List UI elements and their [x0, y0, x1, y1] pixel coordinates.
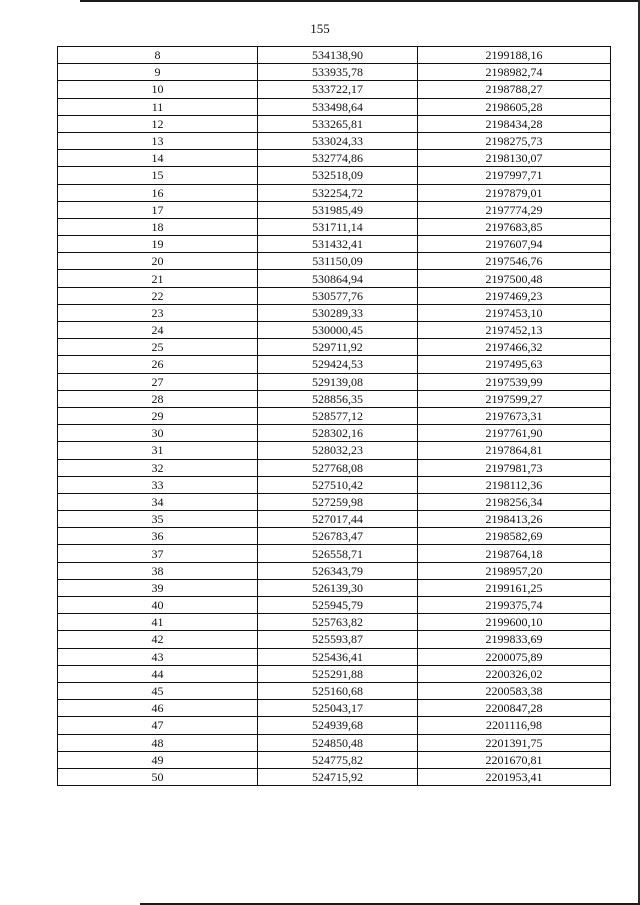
table-row [58, 459, 611, 476]
x-coordinate-cell: 532774,86 [258, 150, 418, 167]
y-coordinate-cell: 2197997,71 [418, 167, 611, 184]
y-coordinate-cell: 2200583,38 [418, 682, 611, 699]
table-row [58, 751, 611, 768]
point-number-cell: 42 [58, 631, 258, 648]
x-coordinate-cell: 525593,87 [258, 631, 418, 648]
x-coordinate-cell: 533265,81 [258, 115, 418, 132]
point-number-cell: 26 [58, 356, 258, 373]
point-number-cell: 15 [58, 167, 258, 184]
point-number-cell: 41 [58, 614, 258, 631]
table-row [58, 184, 611, 201]
x-coordinate-cell: 528302,16 [258, 425, 418, 442]
point-number-cell: 48 [58, 734, 258, 751]
table-row [58, 425, 611, 442]
point-number-cell: 25 [58, 339, 258, 356]
x-coordinate-cell: 525043,17 [258, 700, 418, 717]
x-coordinate-cell: 524775,82 [258, 751, 418, 768]
table-row [58, 167, 611, 184]
table-row [58, 493, 611, 510]
point-number-cell: 45 [58, 682, 258, 699]
table-row [58, 322, 611, 339]
x-coordinate-cell: 534138,90 [258, 47, 418, 64]
x-coordinate-cell: 529424,53 [258, 356, 418, 373]
x-coordinate-cell: 533935,78 [258, 64, 418, 81]
table-row [58, 648, 611, 665]
table-row [58, 768, 611, 785]
table-row [58, 734, 611, 751]
x-coordinate-cell: 524939,68 [258, 717, 418, 734]
y-coordinate-cell: 2198582,69 [418, 528, 611, 545]
x-coordinate-cell: 524850,48 [258, 734, 418, 751]
x-coordinate-cell: 528856,35 [258, 390, 418, 407]
x-coordinate-cell: 531985,49 [258, 201, 418, 218]
table-row [58, 579, 611, 596]
point-number-cell: 31 [58, 442, 258, 459]
point-number-cell: 19 [58, 236, 258, 253]
coordinates-table [57, 46, 611, 786]
point-number-cell: 36 [58, 528, 258, 545]
x-coordinate-cell: 526343,79 [258, 562, 418, 579]
point-number-cell: 20 [58, 253, 258, 270]
table-row [58, 476, 611, 493]
coordinates-table-body [58, 47, 611, 786]
y-coordinate-cell: 2198957,20 [418, 562, 611, 579]
y-coordinate-cell: 2199375,74 [418, 597, 611, 614]
x-coordinate-cell: 527510,42 [258, 476, 418, 493]
y-coordinate-cell: 2197453,10 [418, 304, 611, 321]
y-coordinate-cell: 2197683,85 [418, 218, 611, 235]
point-number-cell: 34 [58, 493, 258, 510]
x-coordinate-cell: 530577,76 [258, 287, 418, 304]
table-row [58, 287, 611, 304]
point-number-cell: 10 [58, 81, 258, 98]
y-coordinate-cell: 2198434,28 [418, 115, 611, 132]
table-row [58, 390, 611, 407]
page-number: 155 [310, 21, 330, 36]
table-row [58, 270, 611, 287]
x-coordinate-cell: 526558,71 [258, 545, 418, 562]
table-row [58, 201, 611, 218]
point-number-cell: 11 [58, 98, 258, 115]
y-coordinate-cell: 2198256,34 [418, 493, 611, 510]
scan-edge-top [80, 0, 640, 2]
point-number-cell: 30 [58, 425, 258, 442]
y-coordinate-cell: 2198130,07 [418, 150, 611, 167]
point-number-cell: 37 [58, 545, 258, 562]
x-coordinate-cell: 531150,09 [258, 253, 418, 270]
y-coordinate-cell: 2198788,27 [418, 81, 611, 98]
y-coordinate-cell: 2197599,27 [418, 390, 611, 407]
table-row [58, 98, 611, 115]
table-row [58, 562, 611, 579]
x-coordinate-cell: 526783,47 [258, 528, 418, 545]
x-coordinate-cell: 529139,08 [258, 373, 418, 390]
x-coordinate-cell: 525160,68 [258, 682, 418, 699]
point-number-cell: 43 [58, 648, 258, 665]
y-coordinate-cell: 2197761,90 [418, 425, 611, 442]
x-coordinate-cell: 530864,94 [258, 270, 418, 287]
point-number-cell: 44 [58, 665, 258, 682]
y-coordinate-cell: 2199161,25 [418, 579, 611, 596]
point-number-cell: 23 [58, 304, 258, 321]
point-number-cell: 18 [58, 218, 258, 235]
y-coordinate-cell: 2197546,76 [418, 253, 611, 270]
x-coordinate-cell: 527259,98 [258, 493, 418, 510]
y-coordinate-cell: 2201391,75 [418, 734, 611, 751]
x-coordinate-cell: 530289,33 [258, 304, 418, 321]
y-coordinate-cell: 2199600,10 [418, 614, 611, 631]
x-coordinate-cell: 525763,82 [258, 614, 418, 631]
y-coordinate-cell: 2200326,02 [418, 665, 611, 682]
table-row [58, 717, 611, 734]
point-number-cell: 32 [58, 459, 258, 476]
table-row [58, 528, 611, 545]
x-coordinate-cell: 526139,30 [258, 579, 418, 596]
y-coordinate-cell: 2197495,63 [418, 356, 611, 373]
x-coordinate-cell: 532518,09 [258, 167, 418, 184]
y-coordinate-cell: 2197864,81 [418, 442, 611, 459]
table-row [58, 700, 611, 717]
x-coordinate-cell: 531711,14 [258, 218, 418, 235]
point-number-cell: 28 [58, 390, 258, 407]
table-row [58, 407, 611, 424]
table-row [58, 511, 611, 528]
y-coordinate-cell: 2198982,74 [418, 64, 611, 81]
y-coordinate-cell: 2200075,89 [418, 648, 611, 665]
table-row [58, 150, 611, 167]
y-coordinate-cell: 2198275,73 [418, 132, 611, 149]
x-coordinate-cell: 525945,79 [258, 597, 418, 614]
point-number-cell: 40 [58, 597, 258, 614]
point-number-cell: 12 [58, 115, 258, 132]
y-coordinate-cell: 2197673,31 [418, 407, 611, 424]
table-row [58, 47, 611, 64]
y-coordinate-cell: 2198605,28 [418, 98, 611, 115]
x-coordinate-cell: 525291,88 [258, 665, 418, 682]
table-row [58, 115, 611, 132]
point-number-cell: 38 [58, 562, 258, 579]
point-number-cell: 49 [58, 751, 258, 768]
table-row [58, 682, 611, 699]
x-coordinate-cell: 533024,33 [258, 132, 418, 149]
table-row [58, 132, 611, 149]
table-row [58, 614, 611, 631]
point-number-cell: 16 [58, 184, 258, 201]
table-row [58, 631, 611, 648]
y-coordinate-cell: 2197981,73 [418, 459, 611, 476]
table-row [58, 81, 611, 98]
x-coordinate-cell: 532254,72 [258, 184, 418, 201]
point-number-cell: 8 [58, 47, 258, 64]
table-row [58, 218, 611, 235]
point-number-cell: 27 [58, 373, 258, 390]
point-number-cell: 29 [58, 407, 258, 424]
point-number-cell: 9 [58, 64, 258, 81]
x-coordinate-cell: 527768,08 [258, 459, 418, 476]
y-coordinate-cell: 2197466,32 [418, 339, 611, 356]
point-number-cell: 46 [58, 700, 258, 717]
table-row [58, 373, 611, 390]
point-number-cell: 35 [58, 511, 258, 528]
table-row [58, 253, 611, 270]
x-coordinate-cell: 527017,44 [258, 511, 418, 528]
x-coordinate-cell: 533722,17 [258, 81, 418, 98]
y-coordinate-cell: 2197539,99 [418, 373, 611, 390]
x-coordinate-cell: 524715,92 [258, 768, 418, 785]
y-coordinate-cell: 2201116,98 [418, 717, 611, 734]
point-number-cell: 14 [58, 150, 258, 167]
table-row [58, 304, 611, 321]
point-number-cell: 39 [58, 579, 258, 596]
y-coordinate-cell: 2199188,16 [418, 47, 611, 64]
y-coordinate-cell: 2198413,26 [418, 511, 611, 528]
y-coordinate-cell: 2201670,81 [418, 751, 611, 768]
point-number-cell: 24 [58, 322, 258, 339]
y-coordinate-cell: 2198112,36 [418, 476, 611, 493]
y-coordinate-cell: 2197452,13 [418, 322, 611, 339]
point-number-cell: 13 [58, 132, 258, 149]
y-coordinate-cell: 2200847,28 [418, 700, 611, 717]
y-coordinate-cell: 2198764,18 [418, 545, 611, 562]
table-row [58, 356, 611, 373]
table-row [58, 64, 611, 81]
x-coordinate-cell: 530000,45 [258, 322, 418, 339]
y-coordinate-cell: 2197469,23 [418, 287, 611, 304]
x-coordinate-cell: 525436,41 [258, 648, 418, 665]
y-coordinate-cell: 2197879,01 [418, 184, 611, 201]
table-row [58, 597, 611, 614]
y-coordinate-cell: 2201953,41 [418, 768, 611, 785]
y-coordinate-cell: 2197500,48 [418, 270, 611, 287]
y-coordinate-cell: 2199833,69 [418, 631, 611, 648]
table-row [58, 442, 611, 459]
x-coordinate-cell: 528032,23 [258, 442, 418, 459]
x-coordinate-cell: 528577,12 [258, 407, 418, 424]
table-row [58, 339, 611, 356]
table-row [58, 665, 611, 682]
x-coordinate-cell: 531432,41 [258, 236, 418, 253]
point-number-cell: 21 [58, 270, 258, 287]
table-row [58, 236, 611, 253]
y-coordinate-cell: 2197607,94 [418, 236, 611, 253]
point-number-cell: 17 [58, 201, 258, 218]
point-number-cell: 22 [58, 287, 258, 304]
x-coordinate-cell: 533498,64 [258, 98, 418, 115]
point-number-cell: 33 [58, 476, 258, 493]
x-coordinate-cell: 529711,92 [258, 339, 418, 356]
point-number-cell: 47 [58, 717, 258, 734]
table-row [58, 545, 611, 562]
point-number-cell: 50 [58, 768, 258, 785]
y-coordinate-cell: 2197774,29 [418, 201, 611, 218]
